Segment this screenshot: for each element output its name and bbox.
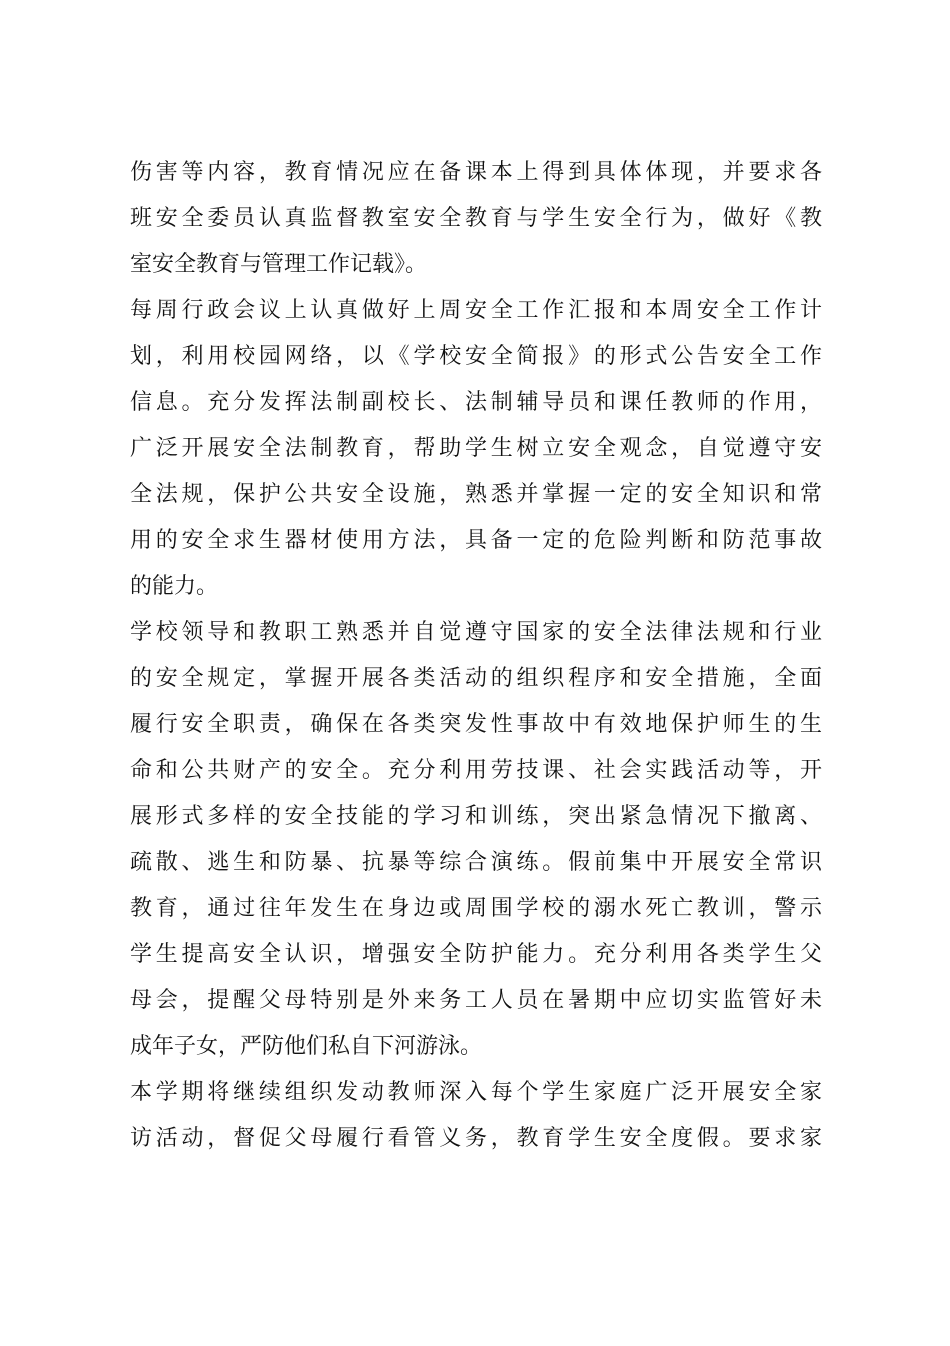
text-line: 本学期将继续组织发动教师深入每个学生家庭广泛开展安全家 [130,1080,822,1105]
text-line: 用的安全求生器材使用方法，具备一定的危险判断和防范事故 [130,528,822,553]
text-line: 学校领导和教职工熟悉并自觉遵守国家的安全法律法规和行业 [130,620,822,645]
text-line: 划，利用校园网络，以《学校安全简报》的形式公告安全工作 [130,344,822,369]
text-line: 的能力。 [130,574,219,599]
text-line: 疏散、逃生和防暴、抗暴等综合演练。假前集中开展安全常识 [130,850,822,875]
text-line: 室安全教育与管理工作记载》。 [130,252,428,277]
text-line: 伤害等内容，教育情况应在备课本上得到具体体现，并要求各 [130,160,822,185]
text-line: 全法规，保护公共安全设施，熟悉并掌握一定的安全知识和常 [130,482,822,507]
paragraph-1 [130,150,822,288]
text-line: 广泛开展安全法制教育，帮助学生树立安全观念，自觉遵守安 [130,436,822,461]
text-line: 每周行政会议上认真做好上周安全工作汇报和本周安全工作计 [130,298,822,323]
text-line: 信息。充分发挥法制副校长、法制辅导员和课任教师的作用， [130,390,822,415]
text-line: 学生提高安全认识，增强安全防护能力。充分利用各类学生父 [130,942,822,967]
text-line: 成年子女，严防他们私自下河游泳。 [130,1034,483,1059]
text-line: 展形式多样的安全技能的学习和训练，突出紧急情况下撤离、 [130,804,822,829]
text-line: 母会，提醒父母特别是外来务工人员在暑期中应切实监管好未 [130,988,822,1013]
paragraph-2 [130,288,822,610]
body-text [130,150,822,1162]
text-line: 访活动，督促父母履行看管义务，教育学生安全度假。要求家 [130,1126,822,1151]
text-line: 履行安全职责，确保在各类突发性事故中有效地保护师生的生 [130,712,822,737]
text-line: 教育，通过往年发生在身边或周围学校的溺水死亡教训，警示 [130,896,822,921]
paragraph-3 [130,610,822,1070]
text-line: 的安全规定，掌握开展各类活动的组织程序和安全措施，全面 [130,666,822,691]
text-line: 命和公共财产的安全。充分利用劳技课、社会实践活动等，开 [130,758,822,783]
paragraph-4 [130,1070,822,1162]
text-line: 班安全委员认真监督教室安全教育与学生安全行为，做好《教 [130,206,822,231]
